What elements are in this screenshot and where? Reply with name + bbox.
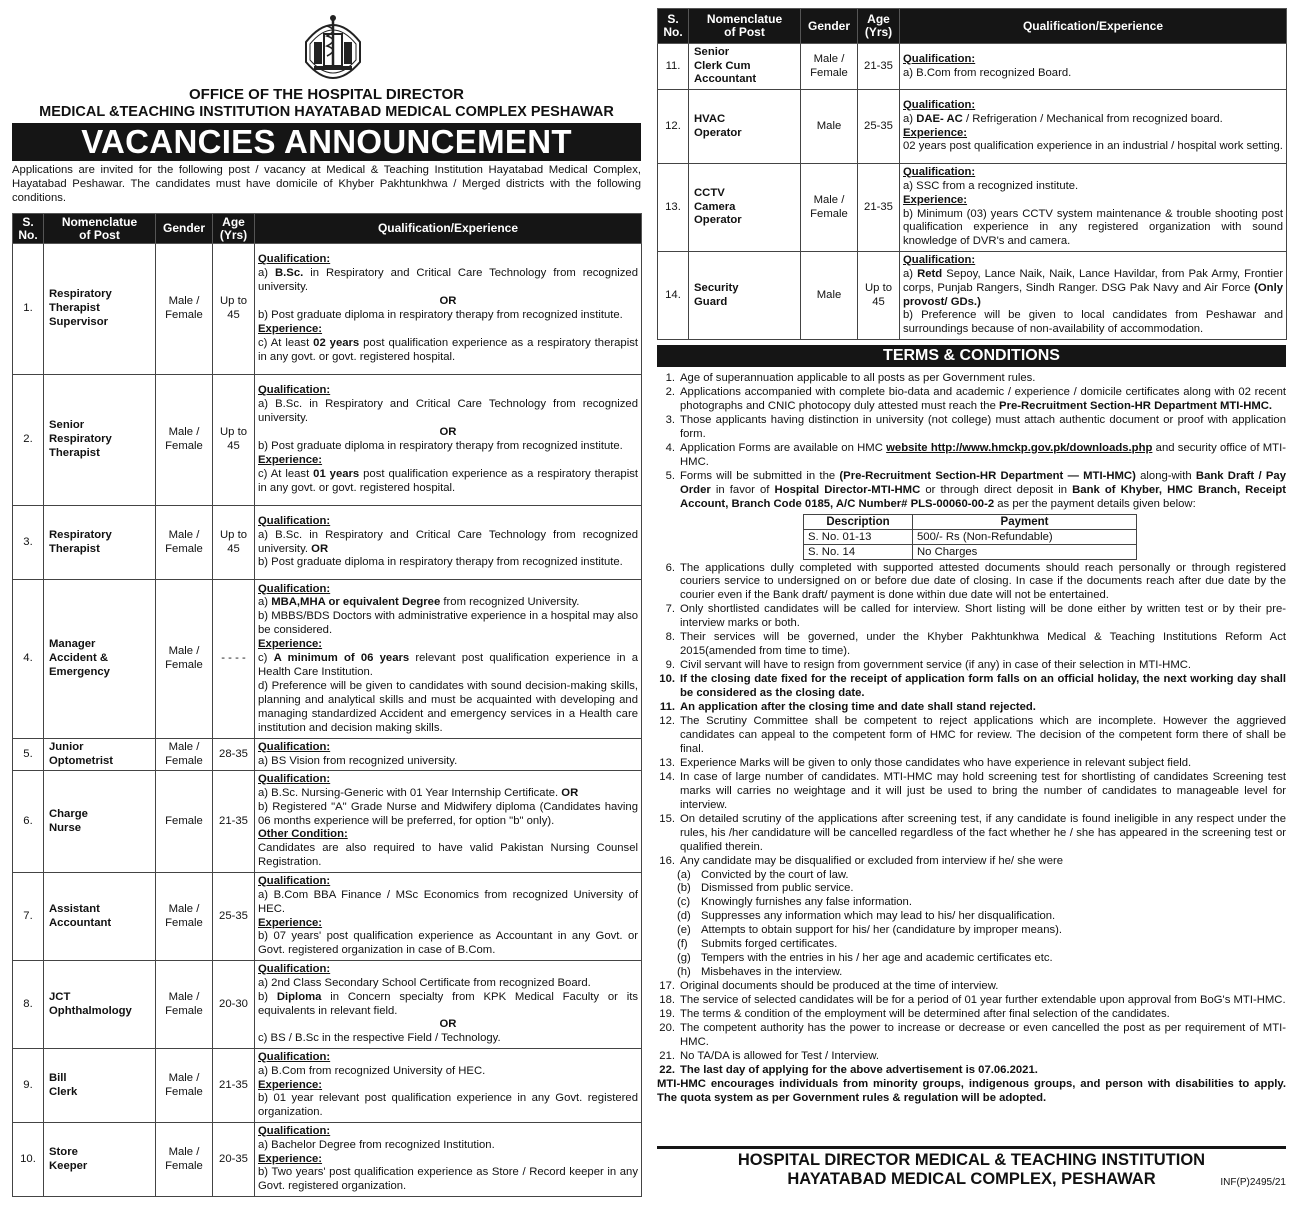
table-row: S. No. 14 No Charges bbox=[804, 544, 1137, 559]
table-row: S. No. 01-13 500/- Rs (Non-Refundable) bbox=[804, 529, 1137, 544]
list-item: 4. Application Forms are available on HMC website http://www.hmckp.gov.pk/downloads.php and security office of MTI-HMC. bbox=[665, 441, 1286, 468]
qualification-cell: Qualification: a) MBA,MHA or equivalent Degree from recognized University. b) MBBS/BDS Doctors with administrative experience in a hospital may also be considered. Experience: c) A minimum of 06 years relevant post qualification experience in a Health Care Institution. d) Preference will be given to candidates with sound decision-making skills, planning and analytical skills and must be acquainted with developing and managing standardized Accident and emergency services in a Health care institution and decision making skills. bbox=[255, 580, 642, 739]
qualification-cell: Qualification: a) B.Com from recognized Board. bbox=[900, 44, 1287, 90]
posts-table-right bbox=[657, 8, 1287, 340]
header-age: Age (Yrs) bbox=[213, 214, 255, 244]
table-header-row bbox=[13, 214, 642, 244]
table-row: 6. Charge Nurse Female 21-35 Qualification: a) B.Sc. Nursing-Generic with 01 Year Internship Certificate. OR b) Registered "A" Grade Nurse and Midwifery diploma (Candidates having 06 months experience will be preferred, for option "b" only). Other Condition: Candidates are also required to have valid Pakistan Nursing Counsel Registration. bbox=[13, 771, 642, 873]
qualification-cell: Qualification: a) B.Com BBA Finance / MSc Economics from recognized University of HEC. Experience: b) 07 years' post qualification experience as Accountant in any Govt. or Govt. registered organization in case of B.Com. bbox=[255, 873, 642, 961]
list-item: (d) Suppresses any information which may lead to his/ her disqualification. bbox=[677, 910, 1056, 923]
vacancies-banner: VACANCIES ANNOUNCEMENT bbox=[12, 123, 641, 161]
header-gender: Gender bbox=[801, 9, 858, 44]
header-qualification: Qualification/Experience bbox=[900, 9, 1287, 44]
header-sno: S. No. bbox=[13, 214, 44, 244]
list-item: 15. On detailed scrutiny of the applications after screening test, if any candidate is found ineligible in any respect under the rules, his /her candidature will be cancelled regardless of the fact whether he / she has appeared in the screening test or qualified therein. bbox=[659, 812, 1286, 853]
table-row: 1. Respiratory Therapist Supervisor Male / Female Up to 45 Qualification: a) B.Sc. in Respiratory and Critical Care Technology from recognized university. OR b) Post graduate diploma in respiratory therapy from recognized institute. Experience: c) At least 02 years post qualification experience as a respiratory therapist in any govt. or govt. registered hospital. bbox=[13, 244, 642, 375]
list-item: (b) Dismissed from public service. bbox=[677, 882, 854, 895]
header-post: Nomenclatue of Post bbox=[689, 9, 801, 44]
list-item: 8. Their services will be governed, under the Khyber Pakhtunkhwa Medical & Teaching Institutions Reform Act 2015(amended from time to time). bbox=[665, 631, 1286, 658]
header-sno: S. No. bbox=[658, 9, 689, 44]
institution-title: MEDICAL &TEACHING INSTITUTION HAYATABAD MEDICAL COMPLEX PESHAWAR bbox=[39, 104, 614, 120]
list-item: (a) Convicted by the court of law. bbox=[677, 868, 849, 881]
list-item: (e) Attempts to obtain support for his/ her (candidature by improper means). bbox=[677, 924, 1063, 937]
list-item: 7. Only shortlisted candidates will be called for interview. Short listing will be done either by written test or by their pre-interview marks or both. bbox=[665, 603, 1286, 630]
office-title: OFFICE OF THE HOSPITAL DIRECTOR bbox=[188, 86, 464, 103]
table-row: 13. CCTV Camera Operator Male / Female 21-35 Qualification: a) SSC from a recognized institute. Experience: b) Minimum (03) years CCTV system maintenance & trouble shooting post qualification experience in any registered organization with sound knowledge of DVR's and camera. bbox=[658, 164, 1287, 252]
table-header-row bbox=[658, 9, 1287, 44]
header-gender: Gender bbox=[156, 214, 213, 244]
terms-heading: TERMS & CONDITIONS bbox=[657, 345, 1286, 367]
header-qualification: Qualification/Experience bbox=[255, 214, 642, 244]
qualification-cell: Qualification: a) B.Sc. in Respiratory and Critical Care Technology from recognized university. OR b) Post graduate diploma in respiratory therapy from recognized institute. Experience: c) At least 02 years post qualification experience as a respiratory therapist in any govt. or govt. registered hospital. bbox=[255, 244, 642, 375]
table-row: 2. Senior Respiratory Therapist Male / Female Up to 45 Qualification: a) B.Sc. in Respiratory and Critical Care Technology from recognized university. OR b) Post graduate diploma in respiratory therapy from recognized institute. Experience: c) At least 01 years post qualification experience as a respiratory therapist in any govt. or govt. registered hospital. bbox=[13, 375, 642, 506]
qualification-cell: Qualification: a) BS Vision from recognized university. bbox=[255, 739, 642, 771]
qualification-cell: Qualification: a) 2nd Class Secondary School Certificate from recognized Board. b) Diploma in Concern specialty from KPK Medical Faculty or its equivalents in relevant field. OR c) BS / B.Sc in the respective Field / Technology. bbox=[255, 961, 642, 1049]
qualification-cell: Qualification: a) B.Sc. in Respiratory and Critical Care Technology from recognized university. OR b) Post graduate diploma in respiratory therapy from recognized institute. Experience: c) At least 01 years post qualification experience as a respiratory therapist in any govt. or govt. registered hospital. bbox=[255, 375, 642, 506]
qualification-cell: Qualification: a) B.Sc. Nursing-Generic with 01 Year Internship Certificate. OR b) Registered "A" Grade Nurse and Midwifery diploma (Candidates having 06 months experience will be preferred, for option "b" only). Other Condition: Candidates are also required to have valid Pakistan Nursing Counsel Registration. bbox=[255, 771, 642, 873]
qualification-cell: Qualification: a) Bachelor Degree from recognized Institution. Experience: b) Two years' post qualification experience as Store / Record keeper in any Govt. registered organization. bbox=[255, 1123, 642, 1197]
qualification-cell: Qualification: a) Retd Sepoy, Lance Naik, Naik, Lance Havildar, from Pak Army, Frontier corps, Punjab Rangers, Sindh Ranger. DSG Pak Navy and Air Force (Only provost/ GDs.) b) Preference will be given to local candidates from Peshawar and surroundings because of non-availability of accommodation. bbox=[900, 252, 1287, 340]
list-item: 17. Original documents should be produced at the time of interview. bbox=[659, 980, 999, 993]
payment-table bbox=[803, 514, 1137, 560]
list-item: 9. Civil servant will have to resign from government service (if any) in case of their selection in MTI-HMC. bbox=[665, 659, 1192, 672]
list-item: 3. Those applicants having distinction in university (not college) must attach authentic document or proof with application form. bbox=[665, 413, 1286, 440]
list-item: 14. In case of large number of candidates. MTI-HMC may hold screening test for shortlisting of candidates Screening test marks will carries no weightage and it will just be used to bring the number of candidates to manageable level for interview. bbox=[659, 770, 1286, 811]
footer-divider bbox=[657, 1146, 1286, 1149]
list-item: 21. No TA/DA is allowed for Test / Interview. bbox=[659, 1049, 880, 1062]
table-row: 14. Security Guard Male Up to 45 Qualification: a) Retd Sepoy, Lance Naik, Naik, Lance Havildar, from Pak Army, Frontier corps, Punjab Rangers, Sindh Ranger. DSG Pak Navy and Air Force (Only provost/ GDs.) b) Preference will be given to local candidates from Peshawar and surroundings because of non-availability of accommodation. bbox=[658, 252, 1287, 340]
header-post: Nomenclatue of Post bbox=[44, 214, 156, 244]
list-item: (f) Submits forged certificates. bbox=[677, 938, 838, 951]
footer-signatory-line2: HAYATABAD MEDICAL COMPLEX, PESHAWAR bbox=[787, 1170, 1156, 1188]
list-item: 1. Age of superannuation applicable to all posts as per Government rules. bbox=[665, 372, 1036, 384]
list-item: (g) Tempers with the entries in his / her age and academic certificates etc. bbox=[677, 952, 1053, 965]
qualification-cell: Qualification: a) DAE- AC / Refrigeration / Mechanical from recognized board. Experience: 02 years post qualification experience in an industrial / hospital work setting. bbox=[900, 90, 1287, 164]
table-row: 3. Respiratory Therapist Male / Female Up to 45 Qualification: a) B.Sc. in Respiratory and Critical Care Technology from recognized university. OR b) Post graduate diploma in respiratory therapy from recognized institute. bbox=[13, 506, 642, 580]
table-row: 4. Manager Accident & Emergency Male / Female - - - - Qualification: a) MBA,MHA or equivalent Degree from recognized University. b) MBBS/BDS Doctors with administrative experience in a hospital may also be considered. Experience: c) A minimum of 06 years relevant post qualification experience in a Health Care Institution. d) Preference will be given to candidates with sound decision-making skills, planning and analytical skills and must be acquainted with developing and managing standardized Accident and emergency services in a Health care institution and decision making skills. bbox=[13, 580, 642, 739]
website-link[interactable]: website http://www.hmckp.gov.pk/downloads.php bbox=[886, 441, 1153, 454]
list-item: 2. Applications accompanied with complete bio-data and academic / experience / domicile certificates along with 02 recent photographs and CNIC photocopy duly attested must reach the Pre-Recruitment Section-HR Department MTI-HMC. bbox=[665, 385, 1286, 412]
table-row: 9. Bill Clerk Male / Female 21-35 Qualification: a) B.Com from recognized University of HEC. Experience: b) 01 year relevant post qualification experience in any Govt. registered organization. bbox=[13, 1049, 642, 1123]
closing-note: MTI-HMC encourages individuals from minority groups, indigenous groups, and person with disabilities to apply. The quota system as per Government rules & regulation will be adopted. bbox=[657, 1077, 1286, 1104]
list-item: (c) Knowingly furnishes any false information. bbox=[677, 896, 912, 909]
list-item: 16. Any candidate may be disqualified or excluded from interview if he/ she were bbox=[659, 854, 1064, 867]
qualification-cell: Qualification: a) B.Com from recognized University of HEC. Experience: b) 01 year relevant post qualification experience in any Govt. registered organization. bbox=[255, 1049, 642, 1123]
list-item: 20. The competent authority has the power to increase or decrease or even cancelled the post as per requirement of MTI-HMC. bbox=[659, 1021, 1286, 1048]
table-row: 11. Senior Clerk Cum Accountant Male / Female 21-35 Qualification: a) B.Com from recognized Board. bbox=[658, 44, 1287, 90]
list-item: 11. An application after the closing time and date shall stand rejected. bbox=[659, 701, 1036, 714]
list-item: 6. The applications dully completed with supported attested documents should reach personally or through registered couriers service to undersigned on or before due date of closing. In case if the documents reach after due date by the courier even if the Bank draft/ payment is done within due date will not be entertained. bbox=[665, 561, 1286, 602]
list-item: 19. The terms & condition of the employment will be determined after final selection of the candidates. bbox=[659, 1008, 1170, 1021]
list-item: 12. The Scrutiny Committee shall be competent to reject applications which are incomplete. However the aggrieved candidates can appeal to the competent form of HMC for review. The decision of the competent form there of shall be final. bbox=[659, 715, 1286, 755]
list-item: 18. The service of selected candidates will be for a period of 01 year further extendable upon approval from BoG's MTI-HMC. bbox=[659, 994, 1286, 1007]
list-item: 5. Forms will be submitted in the (Pre-Recruitment Section-HR Department — MTI-HMC) along-with Bank Draft / Pay Order in favor of Hospital Director-MTI-HMC or through direct deposit in Bank of Khyber, HMC Branch, Receipt Account, Branch Code 0185, A/C Number# PLS-00060-00-2 as per the payment details given below: bbox=[665, 469, 1286, 510]
table-row: 8. JCT Ophthalmology Male / Female 20-30 Qualification: a) 2nd Class Secondary School Certificate from recognized Board. b) Diploma in Concern specialty from KPK Medical Faculty or its equivalents in relevant field. OR c) BS / B.Sc in the respective Field / Technology. bbox=[13, 961, 642, 1049]
list-item: 13. Experience Marks will be given to only those candidates who have experience in relevant subject field. bbox=[659, 756, 1192, 769]
footer-signatory-line1: HOSPITAL DIRECTOR MEDICAL & TEACHING INSTITUTION bbox=[737, 1151, 1206, 1169]
qualification-cell: Qualification: a) B.Sc. in Respiratory and Critical Care Technology from recognized university. OR b) Post graduate diploma in respiratory therapy from recognized institute. bbox=[255, 506, 642, 580]
list-item: 10. If the closing date fixed for the receipt of application form falls on an official holiday, the next working day shall be considered as the closing date. bbox=[659, 673, 1286, 700]
list-item: 22. The last day of applying for the above advertisement is 07.06.2021. bbox=[659, 1063, 1038, 1076]
advert-reference: INF(P)2495/21 bbox=[1220, 1177, 1286, 1188]
intro-paragraph: Applications are invited for the following post / vacancy at Medical & Teaching Institution Hayatabad Medical Complex, Hayatabad Peshawar. The candidates must have domicile of Khyber Pakhtunkhwa / Merged districts with the following conditions. bbox=[12, 164, 641, 204]
posts-table-left bbox=[12, 213, 642, 1197]
table-row: Description Payment bbox=[804, 514, 1137, 529]
list-item: (h) Misbehaves in the interview. bbox=[677, 966, 843, 979]
table-row: 5. Junior Optometrist Male / Female 28-35 Qualification: a) BS Vision from recognized university. bbox=[13, 739, 642, 771]
table-row: 12. HVAC Operator Male 25-35 Qualification: a) DAE- AC / Refrigeration / Mechanical from recognized board. Experience: 02 years post qualification experience in an industrial / hospital work setting. bbox=[658, 90, 1287, 164]
table-row: 10. Store Keeper Male / Female 20-35 Qualification: a) Bachelor Degree from recognized Institution. Experience: b) Two years' post qualification experience as Store / Record keeper in any Govt. registered organization. bbox=[13, 1123, 642, 1197]
qualification-cell: Qualification: a) SSC from a recognized institute. Experience: b) Minimum (03) years CCTV system maintenance & trouble shooting post qualification experience in any registered organization with sound knowledge of DVR's and camera. bbox=[900, 164, 1287, 252]
table-row: 7. Assistant Accountant Male / Female 25-35 Qualification: a) B.Com BBA Finance / MSc Economics from recognized University of HEC. Experience: b) 07 years' post qualification experience as Accountant in any Govt. or Govt. registered organization in case of B.Com. bbox=[13, 873, 642, 961]
header-age: Age (Yrs) bbox=[858, 9, 900, 44]
hospital-logo bbox=[300, 12, 366, 90]
terms-list bbox=[657, 372, 1286, 1106]
